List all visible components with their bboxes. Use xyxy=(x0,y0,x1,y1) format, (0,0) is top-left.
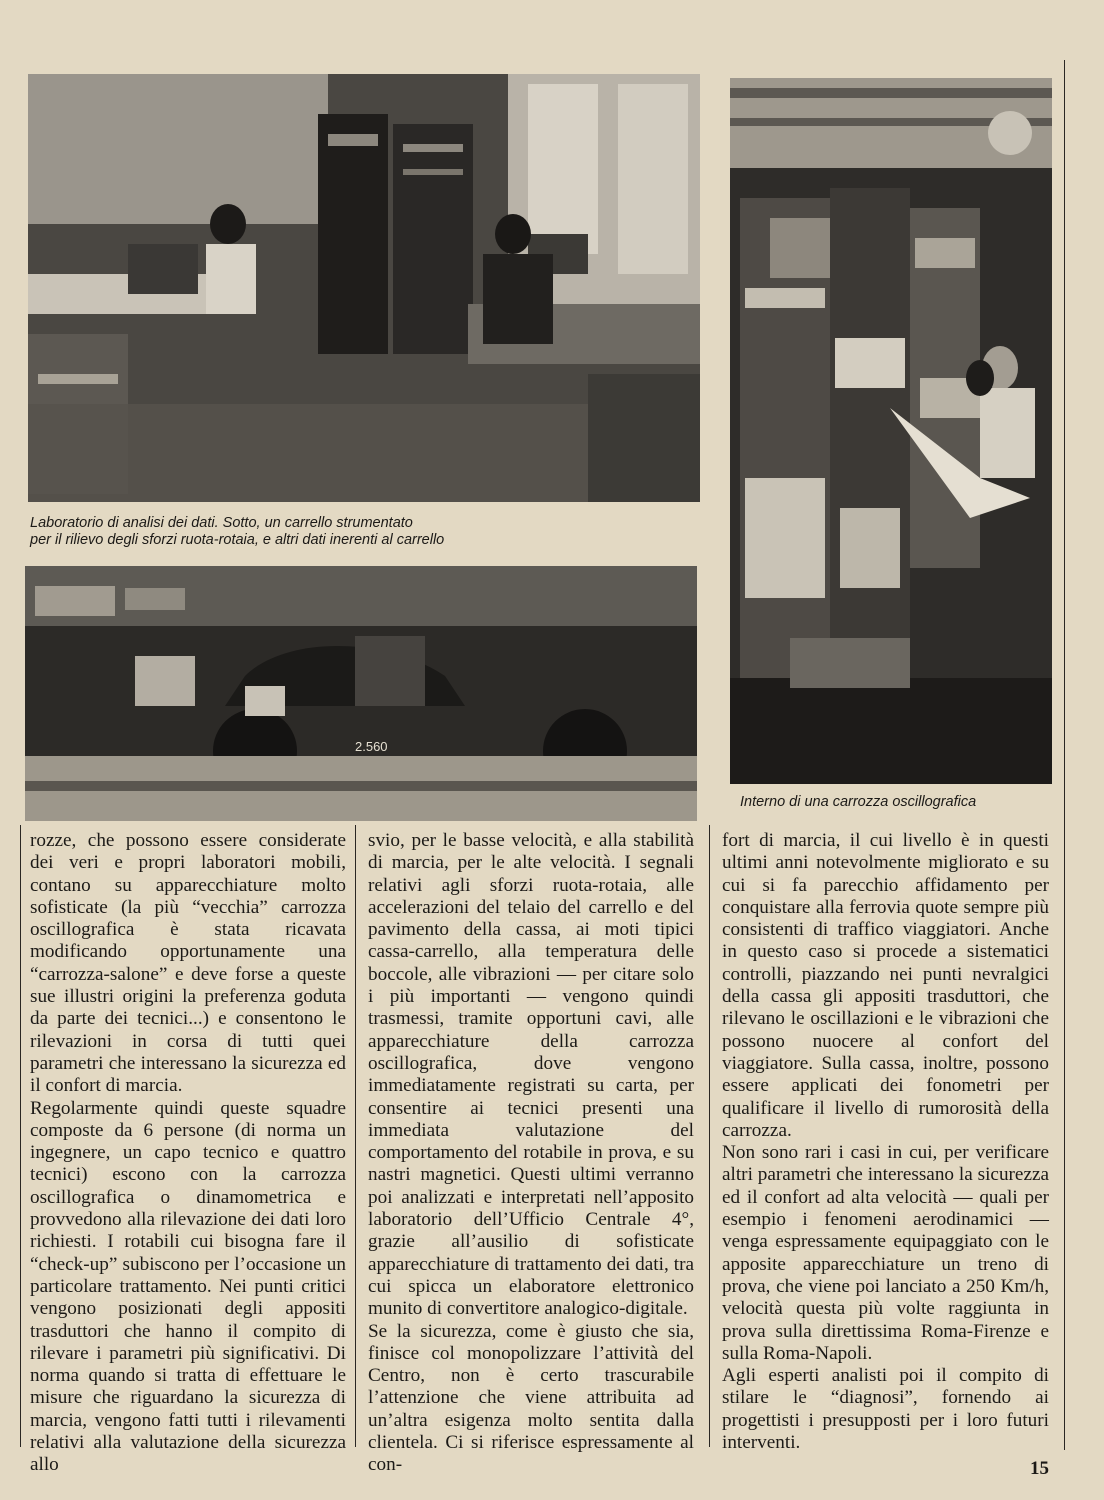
interior-caption: Interno di una carrozza oscillografica xyxy=(740,794,977,810)
col1-paragraph-2: Regolarmente quindi queste squadre composte da 6 persone (di norma un ingegnere, un capo tecnico e quattro tecnici) escono con la carrozza oscillografica o dinamometrica e provvedono alla rilevazione dei dati loro richiesti. I rotabili cui bisogna fare il “check-up” subiscono per l’occasione un particolare trattamento. Nei punti critici vengono posizionati degli appositi trasduttori che hanno il compito di rilevare i parametri più significativi. Di norma quando si tratta di effettuare le misure che riguardano la sicurezza di marcia, vengono fatti tutti i rilevamenti relativi alla valutazione della sicurezza allo xyxy=(30,1097,346,1476)
lab-caption-line1: Laboratorio di analisi dei dati. Sotto, un carrello strumentato xyxy=(30,515,413,531)
column-rule-1 xyxy=(355,825,356,1447)
column-rule-2 xyxy=(709,825,710,1447)
col2-paragraph-1: svio, per le basse velocità, e alla stabilità di marcia, per le alte velocità. I segnali relativi agli sforzi ruota-rotaia, alle accelerazioni del telaio del carrello e del pavimento della cassa, ai moti tipici cassa-carrello, alla temperatura delle boccole, alle vibrazioni — per citare solo i più importanti — vengono quindi trasmessi, tramite opportuni cavi, alle apparecchiature della carrozza oscillografica, dove vengono immediatamente registrati su carta, per consentire ai tecnici presenti una immediata valutazione del comportamento del rotabile in prova, e su nastri magnetici. Questi ultimi verranno poi analizzati e interpretati nell’apposito laboratorio dell’Ufficio Centrale 4°, grazie all’ausilio di sofisticate apparecchiature di trattamento dei dati, tra cui spicca un elaboratore elettronico munito di convertitore analogico-digitale. xyxy=(368,830,694,1320)
col3-paragraph-3: Agli esperti analisti poi il compito di stilare le “diagnosi”, fornendo ai progettisti i presupposti per i loro futuri interventi. xyxy=(722,1365,1049,1454)
bogie-photo xyxy=(25,566,697,821)
column-rule-right xyxy=(1064,60,1065,1450)
col3-paragraph-1: fort di marcia, il cui livello è in questi ultimi anni notevolmente migliorato e su cui si fa parecchio affidamento per conquistare alla ferrovia quote sempre più consistenti di traffico viaggiatori. Anche in questo caso si procede a sistematici controlli, piazzando nei punti nevralgici della cassa gli appositi trasduttori, che rilevano le oscillazioni e le vibrazioni che possono nuocere al confort del viaggiatore. Sulla cassa, inoltre, possono essere applicati dei fonometri per qualificare il livello di rumorosità della carrozza. xyxy=(722,830,1049,1141)
lab-caption xyxy=(30,515,444,549)
bogie-measure-label: 2.560 xyxy=(355,739,388,754)
lab-photo xyxy=(28,74,700,502)
text-column-1 xyxy=(30,830,346,1477)
col1-paragraph-1: rozze, che possono essere considerate dei veri e propri laboratori mobili, contano su apparecchiature molto sofisticate (la più “vecchia” carrozza oscillografica è stata ricavata modificando opportunamente una “carrozza-salone” e deve forse a queste sue illustri origini la preferenza goduta da parte dei tecnici...) e consentono le rilevazioni in corsa di tutti quei parametri che interessano la sicurezza ed il confort di marcia. xyxy=(30,830,346,1097)
column-rule-left xyxy=(20,825,21,1447)
interior-photo xyxy=(730,78,1052,784)
page-number: 15 xyxy=(1030,1458,1049,1479)
col2-paragraph-2: Se la sicurezza, come è giusto che sia, finisce col monopolizzare l’attività del Centro, non è certo trascurabile l’attenzione che viene attribuita ad un’altra esigenza molto sentita dalla clientela. Ci si riferisce espressamente al con- xyxy=(368,1320,694,1476)
text-column-3 xyxy=(722,830,1049,1454)
text-column-2 xyxy=(368,830,694,1477)
col3-paragraph-2: Non sono rari i casi in cui, per verificare altri parametri che interessano la sicurezza ed il confort ad alta velocità — quali per esempio i fenomeni aerodinamici — venga espressamente equipaggiato con le apposite apparecchiature un treno di prova, che viene poi lanciato a 250 Km/h, velocità questa più volte raggiunta in prova sulla direttissima Roma-Firenze e sulla Roma-Napoli. xyxy=(722,1142,1049,1364)
lab-caption-line2: per il rilievo degli sforzi ruota-rotaia, e altri dati inerenti al carrello xyxy=(30,532,445,548)
